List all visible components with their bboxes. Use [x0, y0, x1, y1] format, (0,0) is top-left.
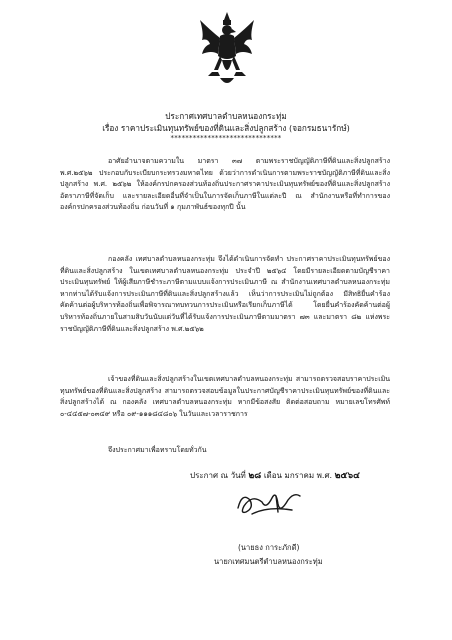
paragraph-2-text: กองคลัง เทศบาลตำบลหนองกระทุ่ม จึงได้ดำเนินการจัดทำ ประกาศราคาประเมินทุนทรัพย์ของที่ดินและสิ่งปลูกสร้าง ในเขตเทศบาลตำบลหนองกระทุ่ม ประจำปี ๒๕๖๔ โดยมีรายละเอียดตามบัญชีราคาประเมินทุนทรัพย์ ให้ผู้เสียภาษีชำระภาษีตามแบบแจ้งการประเมินภาษี ณ สำนักงานเทศบาลตำบลหนองกระทุ่ม หากท่านได้รับแจ้งการประเมินภาษีที่ดินและสิ่งปลูกสร้างแล้ว เห็นว่าการประเมินไม่ถูกต้อง มีสิทธิยื่นคำร้องคัดค้านต่อผู้บริหารท้องถิ่นเพื่อพิจารณาทบทวนการประเมินหรือเรียกเก็บภาษีได้ โดยยื่นคำร้องคัดค้านต่อผู้บริหารท้องถิ่นภายในสามสิบวันนับแต่วันที่ได้รับแจ้งการประเมินภาษีตามมาตรา ๗๓ และมาตรา ๘๒ แห่งพระราชบัญญัติภาษีที่ดินและสิ่งปลูกสร้าง พ.ศ.๒๕๖๒: [60, 255, 390, 333]
announcement-date: [190, 468, 360, 482]
page-title: ประกาศเทศบาลตำบลหนองกระทุ่ม: [165, 111, 287, 121]
signatory-name: (นายธง การะภักดี): [238, 543, 300, 552]
date-month: เดือน มกราคม พ.ศ.: [263, 471, 333, 480]
separator: ******************************: [170, 134, 282, 142]
document-subject: เรื่อง ราคาประเมินทุนทรัพย์ของที่ดินและสิ่งปลูกสร้าง (จอกรมธนารักษ์): [102, 123, 350, 133]
date-year: ๒๕๖๔: [334, 471, 360, 481]
signatory-position: นายกเทศมนตรีตำบลหนองกระทุ่ม: [214, 557, 323, 566]
closing-line: จึงประกาศมาเพื่อทราบโดยทั่วกัน: [108, 446, 207, 454]
paragraph-1-text: อาศัยอำนาจตามความใน มาตรา ๓๗ ตามพระราชบัญญัติภาษีที่ดินและสิ่งปลูกสร้าง พ.ศ.๒๕๖๒ ประกอบกับระเบียบกระทรวงมหาดไทย ด้วยว่าการดำเนินการตามพระราชบัญญัติภาษีที่ดินและสิ่งปลูกสร้าง พ.ศ. ๒๕๖๒ ให้องค์กรปกครองส่วนท้องถิ่นประกาศราคาประเมินทุนทรัพย์ของที่ดินและสิ่งปลูกสร้าง อัตราภาษีที่จัดเก็บ และรายละเอียดอื่นที่จำเป็นในการจัดเก็บภาษีในแต่ละปี ณ สำนักงานหรือที่ทำการขององค์กรปกครองส่วนท้องถิ่น ก่อนวันที่ ๑ กุมภาพันธ์ของทุกปี นั้น: [60, 157, 390, 212]
paragraph-3: [60, 374, 390, 420]
paragraph-2: [60, 254, 390, 335]
paragraph-1: [60, 156, 390, 214]
handwritten-signature-icon: [232, 486, 306, 522]
garuda-emblem-icon: [198, 10, 256, 90]
date-day: ๒๘: [248, 471, 262, 481]
paragraph-3-text: เจ้าของที่ดินและสิ่งปลูกสร้างในเขตเทศบาลตำบลหนองกระทุ่ม สามารถตรวจสอบราคาประเมินทุนทรัพย์ของที่ดินและสิ่งปลูกสร้าง สามารถตรวจสอบข้อมูลในประกาศบัญชีราคาประเมินทุนทรัพย์ของที่ดินและสิ่งปลูกสร้างได้ ณ กองคลัง เทศบาลตำบลหนองกระทุ่ม หากมีข้อสงสัย ติดต่อสอบถาม หมายเลขโทรศัพท์ ๐-๔๔๕๗-๐๓๔๙ หรือ ๐๙-๑๑๑๘๔๘๐๖ ในวันและเวลาราชการ: [60, 375, 390, 418]
date-prefix: ประกาศ ณ วันที่: [190, 471, 246, 480]
